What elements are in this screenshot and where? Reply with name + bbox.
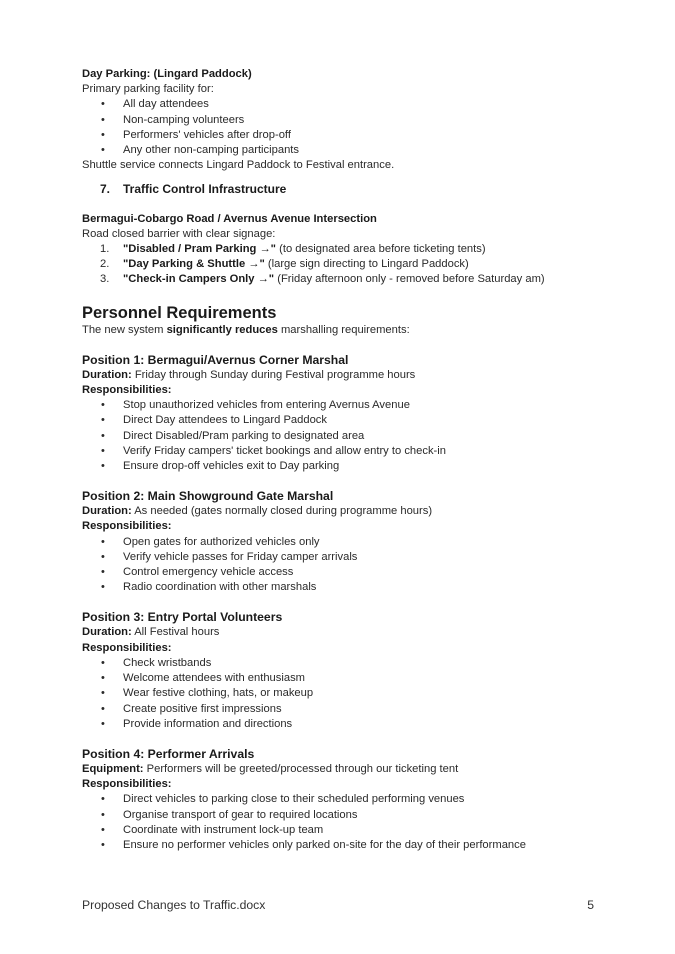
meta-value: Performers will be greeted/processed through our ticketing tent bbox=[143, 762, 459, 775]
list-item: • Stop unauthorized vehicles from entering Avernus Avenue bbox=[82, 398, 602, 413]
intersection-section bbox=[82, 212, 602, 288]
list-item: • Direct Day attendees to Lingard Paddock bbox=[82, 413, 602, 428]
sign-desc: (large sign directing to Lingard Paddock) bbox=[264, 258, 469, 271]
list-item: • Non-camping volunteers bbox=[82, 113, 602, 128]
position-meta bbox=[82, 368, 602, 383]
intro-text: marshalling requirements: bbox=[277, 323, 410, 336]
list-item: • Ensure drop-off vehicles exit to Day parking bbox=[82, 459, 602, 474]
position-title: Position 3: Entry Portal Volunteers bbox=[82, 610, 283, 625]
list-item: • Verify vehicle passes for Friday camper arrivals bbox=[82, 550, 602, 565]
responsibilities-label: Responsibilities: bbox=[82, 641, 172, 654]
section-7-heading bbox=[82, 182, 602, 197]
intro-text: The new system bbox=[82, 323, 167, 336]
list-item: • Open gates for authorized vehicles only bbox=[82, 535, 602, 550]
list-item: • Organise transport of gear to required locations bbox=[82, 808, 602, 823]
day-parking-title: Day Parking: (Lingard Paddock) bbox=[82, 68, 252, 80]
list-item: • Verify Friday campers' ticket bookings and allow entry to check-in bbox=[82, 444, 602, 459]
sign-text: "Disabled / Pram Parking →" bbox=[123, 243, 276, 256]
list-item: • Any other non-camping participants bbox=[82, 143, 602, 158]
position-2 bbox=[82, 488, 602, 595]
list-item bbox=[82, 272, 602, 287]
meta-label: Duration: bbox=[82, 626, 132, 639]
meta-value: Friday through Sunday during Festival programme hours bbox=[131, 368, 416, 381]
item-number: 1. bbox=[100, 243, 110, 256]
sign-desc: (to designated area before ticketing tents) bbox=[276, 243, 486, 256]
position-title: Position 1: Bermagui/Avernus Corner Marshal bbox=[82, 352, 349, 367]
intro-emphasis: significantly reduces bbox=[166, 323, 278, 336]
responsibilities-list bbox=[82, 535, 602, 596]
list-item: • Wear festive clothing, hats, or makeup bbox=[82, 686, 602, 701]
section-title: Traffic Control Infrastructure bbox=[123, 182, 287, 197]
list-item: • Create positive first impressions bbox=[82, 702, 602, 717]
meta-label: Duration: bbox=[82, 505, 132, 518]
responsibilities-list bbox=[82, 398, 602, 474]
section-number: 7. bbox=[100, 182, 111, 197]
signage-intro: Road closed barrier with clear signage: bbox=[82, 227, 276, 240]
footer-filename: Proposed Changes to Traffic.docx bbox=[82, 898, 266, 912]
list-item: • Radio coordination with other marshals bbox=[82, 580, 602, 595]
position-3 bbox=[82, 609, 602, 731]
responsibilities-label: Responsibilities: bbox=[82, 384, 172, 397]
list-item: • Direct Disabled/Pram parking to designated area bbox=[82, 429, 602, 444]
list-item bbox=[82, 257, 602, 272]
list-item: • Direct vehicles to parking close to their scheduled performing venues bbox=[82, 792, 602, 807]
position-title: Position 2: Main Showground Gate Marshal bbox=[82, 489, 334, 504]
list-item: • Coordinate with instrument lock-up team bbox=[82, 823, 602, 838]
list-item: • Check wristbands bbox=[82, 656, 602, 671]
intersection-title: Bermagui-Cobargo Road / Avernus Avenue Intersection bbox=[82, 212, 377, 225]
day-parking-list bbox=[82, 97, 602, 158]
list-item: • Provide information and directions bbox=[82, 717, 602, 732]
position-meta bbox=[82, 504, 602, 519]
list-item: • Control emergency vehicle access bbox=[82, 565, 602, 580]
item-number: 3. bbox=[100, 273, 110, 286]
page-number: 5 bbox=[587, 898, 594, 912]
day-parking-intro: Primary parking facility for: bbox=[82, 83, 214, 96]
responsibilities-label: Responsibilities: bbox=[82, 778, 172, 791]
signage-list bbox=[82, 242, 602, 288]
sign-desc: (Friday afternoon only - removed before Saturday am) bbox=[274, 273, 545, 286]
shuttle-note: Shuttle service connects Lingard Paddock to Festival entrance. bbox=[82, 159, 395, 172]
list-item: • Ensure no performer vehicles only parked on-site for the day of their performance bbox=[82, 838, 602, 853]
day-parking-section bbox=[82, 67, 602, 173]
meta-value: All Festival hours bbox=[131, 626, 220, 639]
sign-text: "Day Parking & Shuttle →" bbox=[123, 258, 265, 271]
position-1 bbox=[82, 352, 602, 474]
list-item: • All day attendees bbox=[82, 97, 602, 112]
meta-label: Equipment: bbox=[82, 762, 144, 775]
meta-label: Duration: bbox=[82, 368, 132, 381]
position-meta bbox=[82, 762, 602, 777]
responsibilities-list bbox=[82, 656, 602, 732]
item-number: 2. bbox=[100, 258, 110, 271]
personnel-heading: Personnel Requirements bbox=[82, 303, 277, 322]
personnel-intro bbox=[82, 323, 602, 338]
page-footer bbox=[82, 898, 594, 913]
position-title: Position 4: Performer Arrivals bbox=[82, 746, 255, 761]
sign-text: "Check-in Campers Only →" bbox=[123, 273, 275, 286]
responsibilities-label: Responsibilities: bbox=[82, 520, 172, 533]
responsibilities-list bbox=[82, 792, 602, 853]
position-4 bbox=[82, 746, 602, 853]
position-meta bbox=[82, 625, 602, 640]
list-item: • Welcome attendees with enthusiasm bbox=[82, 671, 602, 686]
meta-value: As needed (gates normally closed during programme hours) bbox=[131, 505, 433, 518]
document-page bbox=[82, 67, 602, 853]
list-item bbox=[82, 242, 602, 257]
list-item: • Performers' vehicles after drop-off bbox=[82, 128, 602, 143]
